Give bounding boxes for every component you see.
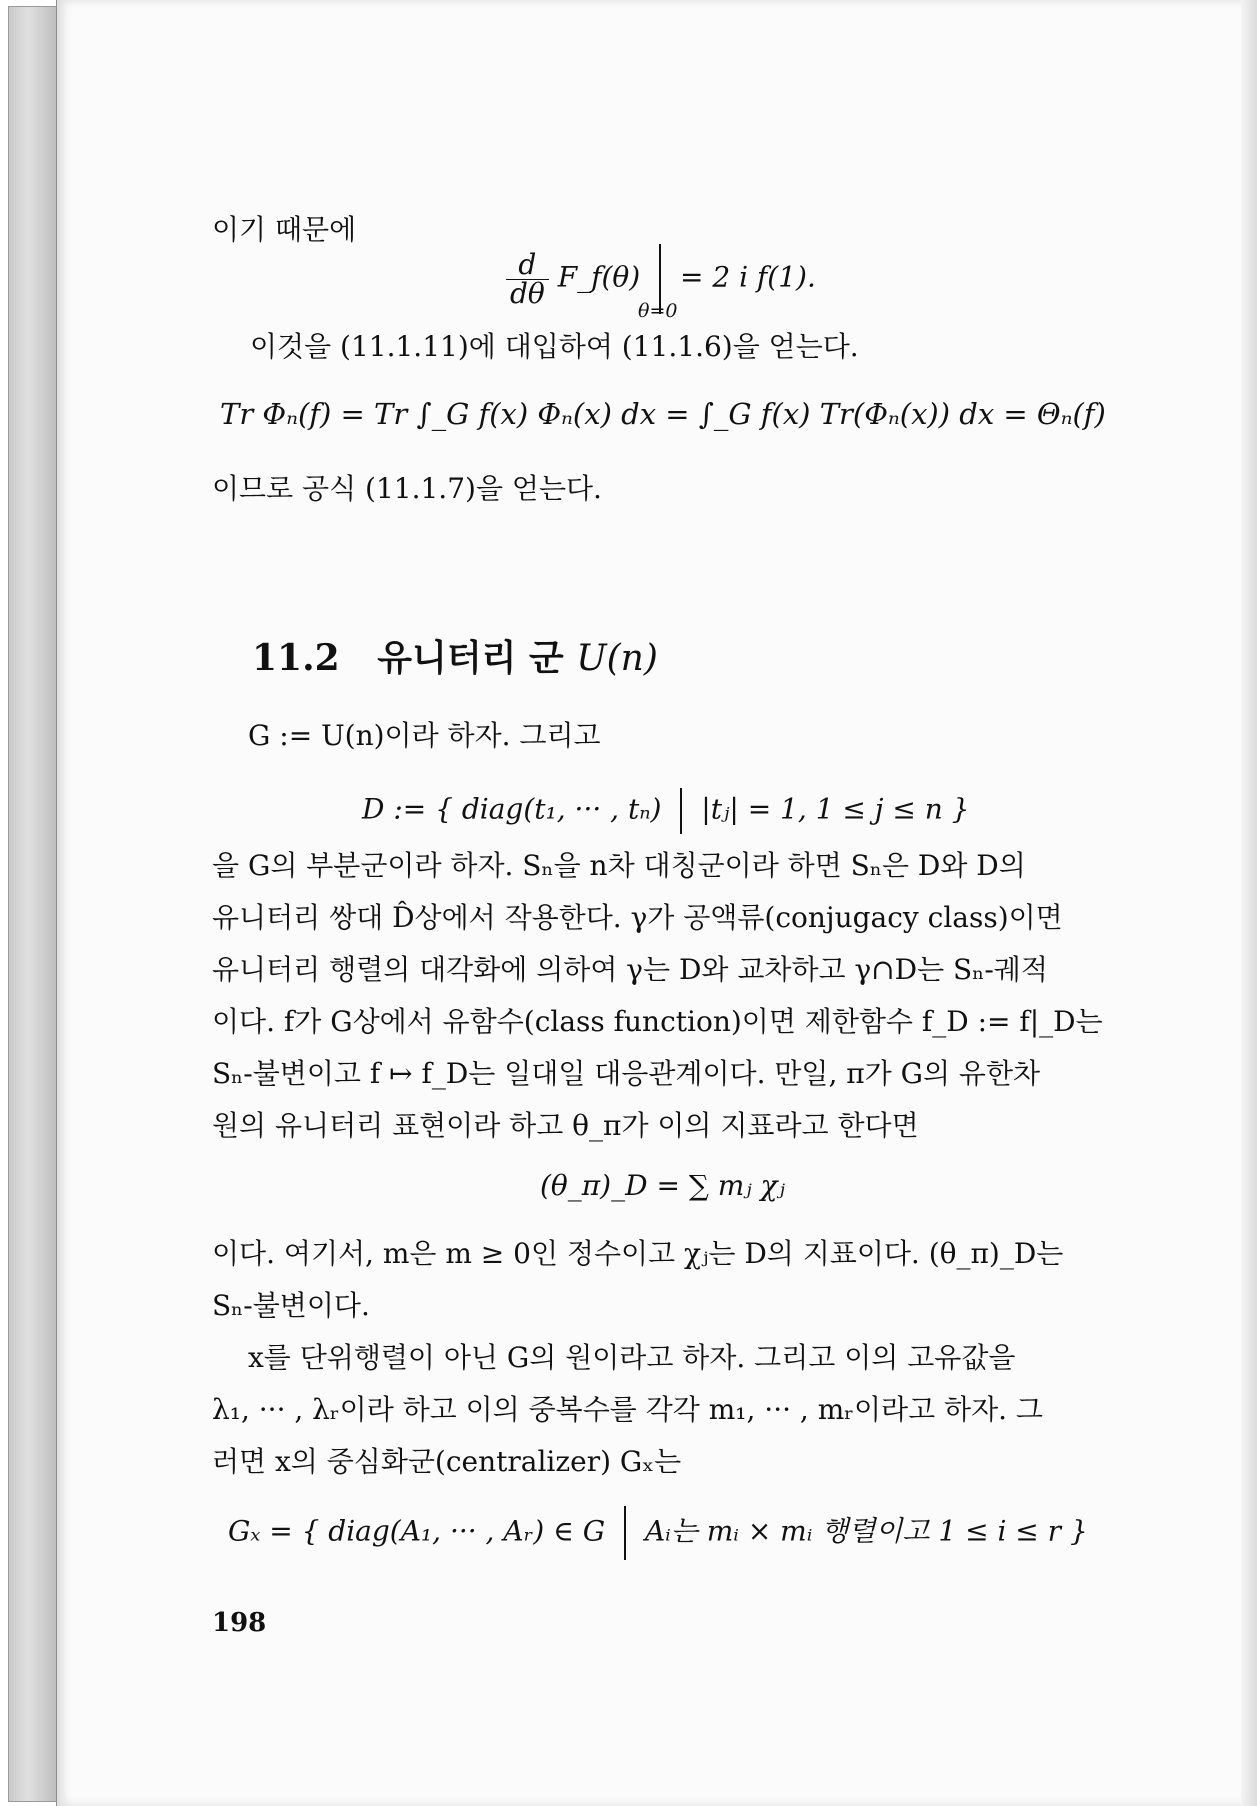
text-line: 원의 유니터리 표현이라 하고 θ_π가 이의 지표라고 한다면 bbox=[212, 1109, 919, 1142]
text-line: λ₁, ··· , λᵣ이라 하고 이의 중복수를 각각 m₁, ··· , mᵣ이라고 하자. 그 bbox=[212, 1393, 1043, 1426]
text-line: 이기 때문에 bbox=[212, 213, 357, 246]
text-line: 이것을 (11.1.11)에 대입하여 (11.1.6)을 얻는다. bbox=[250, 330, 859, 363]
equation-centralizer bbox=[228, 1506, 1088, 1560]
equation-term: Aᵢ는 mᵢ × mᵢ 행렬이고 1 ≤ i ≤ r } bbox=[644, 1514, 1088, 1548]
equation-term: |tⱼ| = 1, 1 ≤ j ≤ n } bbox=[701, 792, 970, 826]
fraction bbox=[506, 247, 549, 310]
equation-term: Gₓ = { diag(A₁, ··· , Aᵣ) ∈ G bbox=[228, 1514, 606, 1548]
book-spine bbox=[8, 6, 58, 1802]
set-bar bbox=[680, 788, 682, 834]
text-line: 러면 x의 중심화군(centralizer) Gₓ는 bbox=[212, 1445, 682, 1478]
set-bar bbox=[624, 1506, 626, 1560]
equation-trace: Tr Φₙ(f) = Tr ∫_G f(x) Φₙ(x) dx = ∫_G f(x) Tr(Φₙ(x)) dx = Θₙ(f) bbox=[220, 397, 1106, 431]
section-title: 유니터리 군 bbox=[377, 637, 564, 679]
text-line: 유니터리 쌍대 D̂상에서 작용한다. γ가 공액류(conjugacy class)이면 bbox=[212, 901, 1063, 934]
equation-term: = 2 i f(1). bbox=[680, 260, 816, 294]
equation-character-sum: (θ_π)_D = ∑ mⱼ χⱼ bbox=[540, 1169, 785, 1202]
equation-term: D := { diag(t₁, ··· , tₙ) bbox=[362, 792, 662, 826]
text-line: 이다. f가 G상에서 유함수(class function)이면 제한함수 f_D := f|_D는 bbox=[212, 1005, 1103, 1038]
text-line: 이므로 공식 (11.1.7)을 얻는다. bbox=[212, 472, 602, 505]
page-number: 198 bbox=[212, 1608, 267, 1638]
text-line: Sₙ-불변이고 f ↦ f_D는 일대일 대응관계이다. 만일, π가 G의 유한차 bbox=[212, 1057, 1041, 1090]
fraction-numerator: d bbox=[506, 251, 549, 280]
text-line: 유니터리 행렬의 대각화에 의하여 γ는 D와 교차하고 γ∩D는 Sₙ-궤적 bbox=[212, 953, 1048, 986]
section-number: 11.2 bbox=[252, 637, 340, 679]
section-heading bbox=[252, 630, 658, 681]
section-symbol: U(n) bbox=[576, 638, 658, 679]
equation-set-d bbox=[362, 788, 969, 834]
text-line: 이다. 여기서, m은 m ≥ 0인 정수이고 χⱼ는 D의 지표이다. (θ_π)_D는 bbox=[212, 1237, 1064, 1270]
page-edge bbox=[1241, 0, 1257, 1806]
evaluation-subscript: θ=0 bbox=[638, 300, 678, 322]
fraction-denominator: dθ bbox=[510, 276, 545, 310]
text-line: G := U(n)이라 하자. 그리고 bbox=[248, 719, 601, 752]
equation-term: F_f(θ) bbox=[557, 260, 641, 294]
text-line: x를 단위행렬이 아닌 G의 원이라고 하자. 그리고 이의 고유값을 bbox=[248, 1341, 1016, 1374]
text-line: Sₙ-불변이다. bbox=[212, 1289, 370, 1322]
text-line: 을 G의 부분군이라 하자. Sₙ을 n차 대칭군이라 하면 Sₙ은 D와 D의 bbox=[212, 849, 1026, 882]
